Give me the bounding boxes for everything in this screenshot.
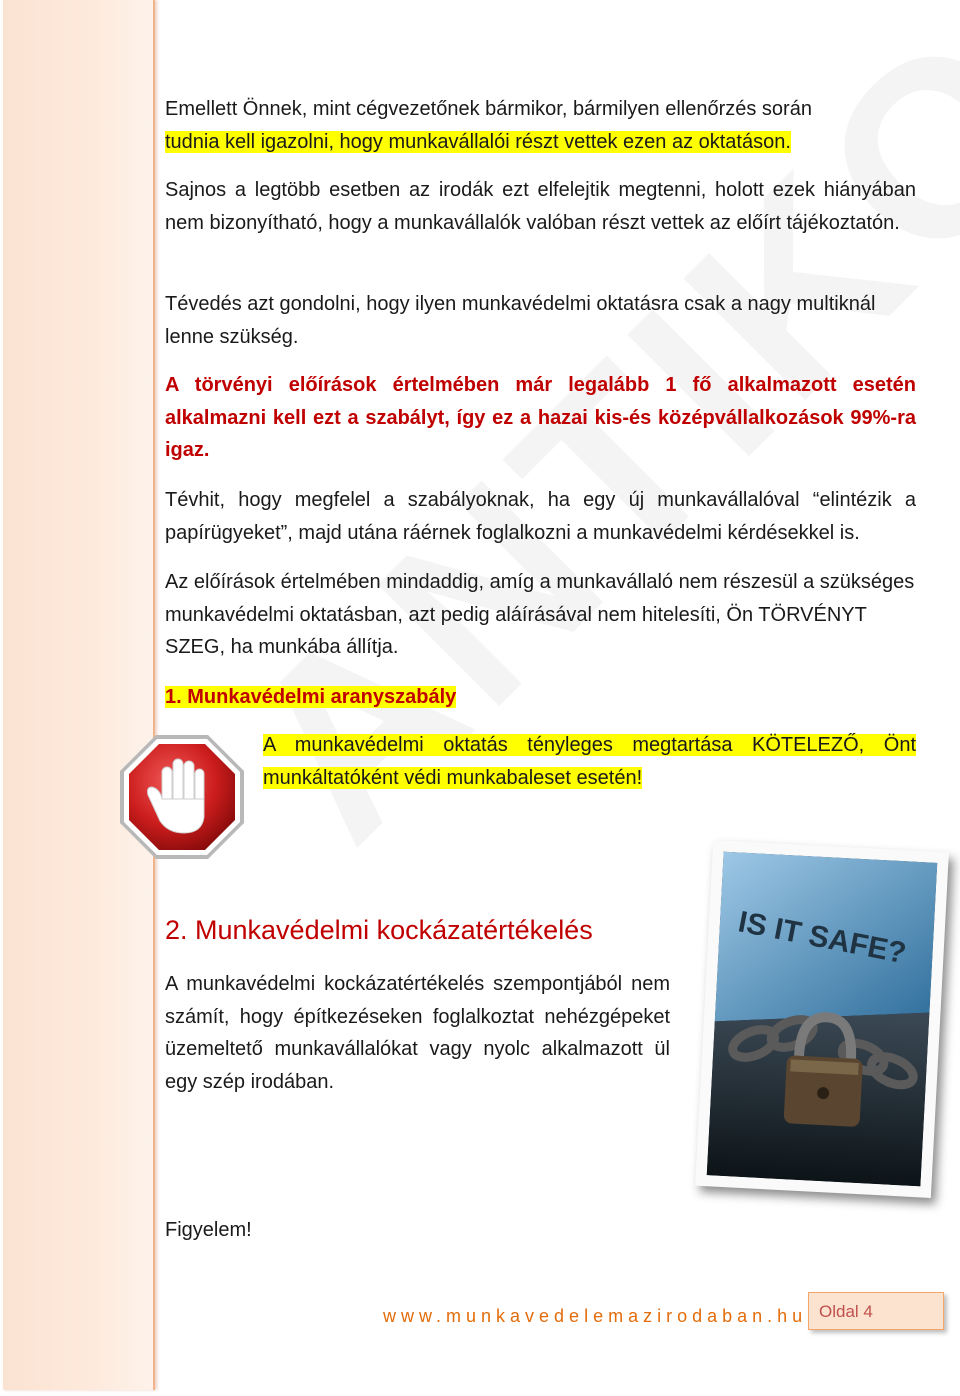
paragraph-3: Tévedés azt gondolni, hogy ilyen munkavédelmi oktatásra csak a nagy multiknál lenne szükség. <box>165 293 876 348</box>
decorative-sidebar <box>3 0 155 1390</box>
paragraph-1-highlight: tudnia kell igazolni, hogy munkavállalói részt vettek ezen az oktatáson. <box>165 130 791 153</box>
photo-caption: IS IT SAFE? <box>735 905 909 971</box>
page-number-box <box>808 1292 944 1330</box>
is-it-safe-photo <box>695 840 949 1198</box>
stop-hand-icon <box>118 733 246 861</box>
paragraph-5: Tévhit, hogy megfelel a szabályoknak, ha egy új munkavállalóval “elintézik a papírügyeket”, majd utána ráérnek foglalkozni a munkavédelmi kérdésekkel is. <box>165 489 916 544</box>
paragraph-2: Sajnos a legtöbb esetben az irodák ezt elfelejtik megtenni, holott ezek hiányában nem bizonyítható, hogy a munkavállalók valóban részt vettek az előírt tájékoztatón. <box>165 179 916 234</box>
page-number: Oldal 4 <box>819 1302 873 1321</box>
section-1-text: A munkavédelmi oktatás tényleges megtartása KÖTELEZŐ, Önt munkáltatóként védi munkabaleset esetén! <box>263 734 916 789</box>
figyelem-text: Figyelem! <box>165 1219 252 1241</box>
section-2-text: A munkavédelmi kockázatértékelés szempontjából nem számít, hogy építkezéseken foglalkoztat nehézgépeket üzemeltető munkavállalókat vagy nyolc alkalmazott ül egy szép irodában. <box>165 973 670 1093</box>
section-2-title: 2. Munkavédelmi kockázatértékelés <box>165 915 593 945</box>
section-1-title: 1. Munkavédelmi aranyszabály <box>165 686 457 708</box>
paragraph-4-law: A törvényi előírások értelmében már legalább 1 fő alkalmazott esetén alkalmazni kell ezt a szabályt, így ez a hazai kis-és középvállalkozások 99%-ra igaz. <box>165 374 916 461</box>
footer-website-link[interactable]: www.munkavedelemazirodaban.hu <box>383 1306 808 1326</box>
paragraph-1-line-a: Emellett Önnek, mint cégvezetőnek bármikor, bármilyen ellenőrzés során <box>165 98 812 120</box>
paragraph-1 <box>165 93 916 158</box>
paragraph-6: Az előírások értelmében mindaddig, amíg a munkavállaló nem részesül a szükséges munkavédelmi oktatásban, azt pedig aláírásával nem hitelesíti, Ön TÖRVÉNYT SZEG, ha munkába állítja. <box>165 571 915 658</box>
